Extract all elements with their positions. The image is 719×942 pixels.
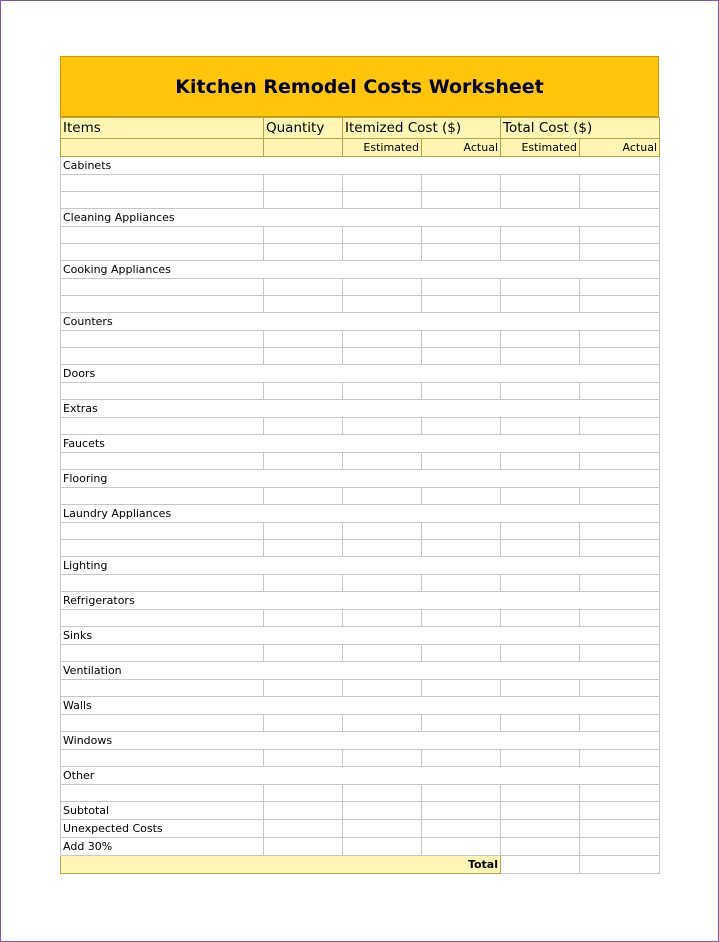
item-input[interactable] xyxy=(61,383,264,400)
item-input[interactable] xyxy=(61,645,264,662)
total-estimated-input[interactable] xyxy=(501,838,580,856)
quantity-input[interactable] xyxy=(264,331,343,348)
itemized-actual-input[interactable] xyxy=(422,540,501,557)
total-estimated-input[interactable] xyxy=(501,348,580,365)
itemized-actual-input[interactable] xyxy=(422,820,501,838)
section-span xyxy=(264,557,660,575)
itemized-estimated-input[interactable] xyxy=(343,244,422,261)
total-estimated-input[interactable] xyxy=(501,383,580,400)
total-actual-input[interactable] xyxy=(580,820,660,838)
section-span xyxy=(264,732,660,750)
entry-row xyxy=(61,418,660,435)
entry-row xyxy=(61,453,660,470)
section-label: Lighting xyxy=(61,557,264,575)
total-actual-input[interactable] xyxy=(580,279,660,296)
section-span xyxy=(264,697,660,715)
cost-table xyxy=(60,117,660,874)
section-row xyxy=(61,470,660,488)
item-input[interactable] xyxy=(61,715,264,732)
itemized-actual-input[interactable] xyxy=(422,453,501,470)
section-span xyxy=(264,261,660,279)
section-span xyxy=(264,470,660,488)
itemized-estimated-input[interactable] xyxy=(343,279,422,296)
entry-row xyxy=(61,348,660,365)
section-label: Faucets xyxy=(61,435,264,453)
total-estimated-input[interactable] xyxy=(501,279,580,296)
section-row xyxy=(61,261,660,279)
itemized-estimated-input[interactable] xyxy=(343,645,422,662)
item-input[interactable] xyxy=(61,331,264,348)
subheader-row xyxy=(61,139,660,157)
itemized-actual-input[interactable] xyxy=(422,279,501,296)
total-actual-input[interactable] xyxy=(580,348,660,365)
section-label: Walls xyxy=(61,697,264,715)
itemized-estimated-input[interactable] xyxy=(343,680,422,697)
itemized-actual-input[interactable] xyxy=(422,575,501,592)
total-estimated-input[interactable] xyxy=(501,645,580,662)
total-actual-header: Actual xyxy=(580,139,660,157)
section-label: Extras xyxy=(61,400,264,418)
section-label: Laundry Appliances xyxy=(61,505,264,523)
total-estimated-input[interactable] xyxy=(501,227,580,244)
itemized-estimated-input[interactable] xyxy=(343,227,422,244)
itemized-actual-input[interactable] xyxy=(422,418,501,435)
itemized-estimated-header: Estimated xyxy=(343,139,422,157)
section-span xyxy=(264,157,660,175)
quantity-input[interactable] xyxy=(264,383,343,400)
summary-row xyxy=(61,838,660,856)
section-label: Flooring xyxy=(61,470,264,488)
section-row xyxy=(61,697,660,715)
summary-row xyxy=(61,820,660,838)
section-label: Cooking Appliances xyxy=(61,261,264,279)
section-span xyxy=(264,313,660,331)
quantity-input[interactable] xyxy=(264,802,343,820)
itemized-estimated-input[interactable] xyxy=(343,418,422,435)
item-input[interactable] xyxy=(61,540,264,557)
itemized-actual-input[interactable] xyxy=(422,523,501,540)
item-input[interactable] xyxy=(61,279,264,296)
itemized-cost-header: Itemized Cost ($) xyxy=(343,118,501,139)
section-row xyxy=(61,732,660,750)
item-input[interactable] xyxy=(61,785,264,802)
section-span xyxy=(264,400,660,418)
entry-row xyxy=(61,750,660,767)
entry-row xyxy=(61,575,660,592)
total-estimated-input[interactable] xyxy=(501,296,580,313)
quantity-header: Quantity xyxy=(264,118,343,139)
section-row xyxy=(61,767,660,785)
itemized-estimated-input[interactable] xyxy=(343,785,422,802)
section-label: Counters xyxy=(61,313,264,331)
total-actual-input[interactable] xyxy=(580,610,660,627)
summary-label: Unexpected Costs xyxy=(61,820,264,838)
total-row xyxy=(61,856,660,874)
itemized-actual-input[interactable] xyxy=(422,348,501,365)
itemized-estimated-input[interactable] xyxy=(343,175,422,192)
item-input[interactable] xyxy=(61,227,264,244)
total-actual-input[interactable] xyxy=(580,175,660,192)
total-actual-input[interactable] xyxy=(580,192,660,209)
itemized-actual-input[interactable] xyxy=(422,331,501,348)
total-estimated-input[interactable] xyxy=(501,331,580,348)
itemized-actual-input[interactable] xyxy=(422,785,501,802)
quantity-input[interactable] xyxy=(264,192,343,209)
section-span xyxy=(264,592,660,610)
total-actual-input[interactable] xyxy=(580,680,660,697)
total-estimated-input[interactable] xyxy=(501,680,580,697)
item-input[interactable] xyxy=(61,610,264,627)
total-estimated-input[interactable] xyxy=(501,540,580,557)
total-estimated-input[interactable] xyxy=(501,523,580,540)
section-row xyxy=(61,209,660,227)
itemized-actual-header: Actual xyxy=(422,139,501,157)
quantity-input[interactable] xyxy=(264,540,343,557)
total-actual-input[interactable] xyxy=(580,785,660,802)
total-actual-input[interactable] xyxy=(580,575,660,592)
item-input[interactable] xyxy=(61,348,264,365)
section-row xyxy=(61,313,660,331)
item-input[interactable] xyxy=(61,192,264,209)
entry-row xyxy=(61,192,660,209)
itemized-estimated-input[interactable] xyxy=(343,540,422,557)
item-input[interactable] xyxy=(61,750,264,767)
section-label: Other xyxy=(61,767,264,785)
itemized-estimated-input[interactable] xyxy=(343,575,422,592)
item-input[interactable] xyxy=(61,296,264,313)
item-input[interactable] xyxy=(61,680,264,697)
total-actual-input[interactable] xyxy=(580,750,660,767)
total-estimated-input[interactable] xyxy=(501,418,580,435)
quantity-input[interactable] xyxy=(264,750,343,767)
subheader-blank xyxy=(264,139,343,157)
quantity-input[interactable] xyxy=(264,244,343,261)
quantity-input[interactable] xyxy=(264,820,343,838)
itemized-estimated-input[interactable] xyxy=(343,820,422,838)
itemized-estimated-input[interactable] xyxy=(343,610,422,627)
itemized-actual-input[interactable] xyxy=(422,838,501,856)
entry-row xyxy=(61,523,660,540)
itemized-estimated-input[interactable] xyxy=(343,296,422,313)
section-row xyxy=(61,505,660,523)
itemized-actual-input[interactable] xyxy=(422,175,501,192)
total-actual-input[interactable] xyxy=(580,802,660,820)
section-row xyxy=(61,435,660,453)
quantity-input[interactable] xyxy=(264,838,343,856)
section-row xyxy=(61,627,660,645)
item-input[interactable] xyxy=(61,244,264,261)
section-span xyxy=(264,365,660,383)
total-estimated-input[interactable] xyxy=(501,785,580,802)
total-actual-input[interactable] xyxy=(580,296,660,313)
quantity-input[interactable] xyxy=(264,175,343,192)
section-span xyxy=(264,209,660,227)
total-estimated-input[interactable] xyxy=(501,575,580,592)
section-row xyxy=(61,157,660,175)
total-actual-input[interactable] xyxy=(580,856,660,874)
itemized-estimated-input[interactable] xyxy=(343,383,422,400)
section-label: Cabinets xyxy=(61,157,264,175)
summary-label: Subtotal xyxy=(61,802,264,820)
quantity-input[interactable] xyxy=(264,575,343,592)
quantity-input[interactable] xyxy=(264,680,343,697)
entry-row xyxy=(61,540,660,557)
quantity-input[interactable] xyxy=(264,488,343,505)
total-actual-input[interactable] xyxy=(580,244,660,261)
quantity-input[interactable] xyxy=(264,645,343,662)
itemized-actual-input[interactable] xyxy=(422,680,501,697)
itemized-actual-input[interactable] xyxy=(422,715,501,732)
subheader-blank xyxy=(61,139,264,157)
item-input[interactable] xyxy=(61,523,264,540)
total-actual-input[interactable] xyxy=(580,523,660,540)
quantity-input[interactable] xyxy=(264,785,343,802)
section-span xyxy=(264,505,660,523)
entry-row xyxy=(61,279,660,296)
entry-row xyxy=(61,715,660,732)
itemized-actual-input[interactable] xyxy=(422,244,501,261)
quantity-input[interactable] xyxy=(264,279,343,296)
quantity-input[interactable] xyxy=(264,453,343,470)
total-actual-input[interactable] xyxy=(580,540,660,557)
total-estimated-input[interactable] xyxy=(501,820,580,838)
section-span xyxy=(264,627,660,645)
itemized-actual-input[interactable] xyxy=(422,488,501,505)
itemized-estimated-input[interactable] xyxy=(343,715,422,732)
total-actual-input[interactable] xyxy=(580,453,660,470)
total-cost-header: Total Cost ($) xyxy=(501,118,660,139)
section-label: Windows xyxy=(61,732,264,750)
quantity-input[interactable] xyxy=(264,715,343,732)
itemized-estimated-input[interactable] xyxy=(343,348,422,365)
total-actual-input[interactable] xyxy=(580,488,660,505)
quantity-input[interactable] xyxy=(264,296,343,313)
total-actual-input[interactable] xyxy=(580,418,660,435)
summary-row xyxy=(61,802,660,820)
quantity-input[interactable] xyxy=(264,418,343,435)
itemized-estimated-input[interactable] xyxy=(343,750,422,767)
section-span xyxy=(264,662,660,680)
section-row xyxy=(61,662,660,680)
itemized-actual-input[interactable] xyxy=(422,645,501,662)
quantity-input[interactable] xyxy=(264,348,343,365)
itemized-actual-input[interactable] xyxy=(422,750,501,767)
entry-row xyxy=(61,488,660,505)
itemized-actual-input[interactable] xyxy=(422,296,501,313)
section-row xyxy=(61,557,660,575)
section-span xyxy=(264,767,660,785)
entry-row xyxy=(61,785,660,802)
item-input[interactable] xyxy=(61,575,264,592)
entry-row xyxy=(61,331,660,348)
itemized-estimated-input[interactable] xyxy=(343,488,422,505)
item-input[interactable] xyxy=(61,488,264,505)
section-span xyxy=(264,435,660,453)
section-label: Ventilation xyxy=(61,662,264,680)
total-estimated-input[interactable] xyxy=(501,856,580,874)
quantity-input[interactable] xyxy=(264,610,343,627)
total-estimated-input[interactable] xyxy=(501,610,580,627)
total-estimated-input[interactable] xyxy=(501,488,580,505)
itemized-estimated-input[interactable] xyxy=(343,838,422,856)
section-label: Doors xyxy=(61,365,264,383)
item-input[interactable] xyxy=(61,175,264,192)
total-estimated-input[interactable] xyxy=(501,750,580,767)
total-estimated-input[interactable] xyxy=(501,244,580,261)
quantity-input[interactable] xyxy=(264,523,343,540)
entry-row xyxy=(61,645,660,662)
entry-row xyxy=(61,175,660,192)
summary-label: Add 30% xyxy=(61,838,264,856)
total-actual-input[interactable] xyxy=(580,838,660,856)
section-row xyxy=(61,400,660,418)
itemized-estimated-input[interactable] xyxy=(343,523,422,540)
total-actual-input[interactable] xyxy=(580,383,660,400)
item-input[interactable] xyxy=(61,453,264,470)
worksheet xyxy=(60,56,659,874)
entry-row xyxy=(61,610,660,627)
total-estimated-header: Estimated xyxy=(501,139,580,157)
itemized-estimated-input[interactable] xyxy=(343,453,422,470)
itemized-estimated-input[interactable] xyxy=(343,802,422,820)
items-header: Items xyxy=(61,118,264,139)
total-estimated-input[interactable] xyxy=(501,453,580,470)
header-row xyxy=(61,118,660,139)
itemized-actual-input[interactable] xyxy=(422,192,501,209)
total-estimated-input[interactable] xyxy=(501,175,580,192)
section-label: Refrigerators xyxy=(61,592,264,610)
total-actual-input[interactable] xyxy=(580,715,660,732)
section-label: Sinks xyxy=(61,627,264,645)
entry-row xyxy=(61,244,660,261)
entry-row xyxy=(61,383,660,400)
itemized-estimated-input[interactable] xyxy=(343,331,422,348)
total-estimated-input[interactable] xyxy=(501,715,580,732)
entry-row xyxy=(61,680,660,697)
entry-row xyxy=(61,296,660,313)
total-estimated-input[interactable] xyxy=(501,802,580,820)
item-input[interactable] xyxy=(61,418,264,435)
itemized-actual-input[interactable] xyxy=(422,802,501,820)
itemized-actual-input[interactable] xyxy=(422,383,501,400)
total-actual-input[interactable] xyxy=(580,331,660,348)
itemized-actual-input[interactable] xyxy=(422,227,501,244)
quantity-input[interactable] xyxy=(264,227,343,244)
total-estimated-input[interactable] xyxy=(501,192,580,209)
section-label: Cleaning Appliances xyxy=(61,209,264,227)
section-row xyxy=(61,365,660,383)
section-row xyxy=(61,592,660,610)
total-label: Total xyxy=(61,856,501,874)
worksheet-title: Kitchen Remodel Costs Worksheet xyxy=(60,56,659,117)
itemized-estimated-input[interactable] xyxy=(343,192,422,209)
entry-row xyxy=(61,227,660,244)
itemized-actual-input[interactable] xyxy=(422,610,501,627)
total-actual-input[interactable] xyxy=(580,227,660,244)
total-actual-input[interactable] xyxy=(580,645,660,662)
